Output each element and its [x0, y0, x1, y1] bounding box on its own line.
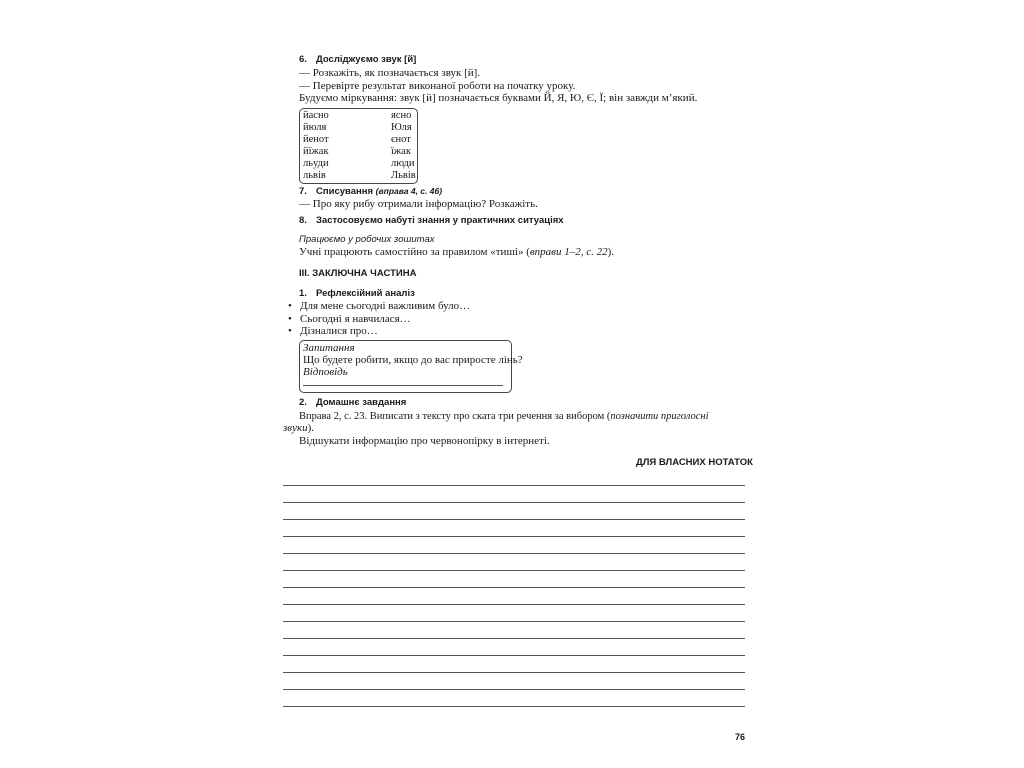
section-7-title: Списування — [316, 186, 374, 197]
question-label: Запитання — [303, 342, 355, 354]
section-6-heading — [299, 54, 416, 65]
word-table-row — [303, 134, 415, 146]
word-transcription: йюля — [303, 122, 327, 133]
section-1-heading — [299, 288, 415, 299]
page-number: 76 — [735, 732, 746, 742]
section-7-line-1: — Про яку рибу отримали інформацію? Розкажіть. — [299, 198, 538, 210]
section-2-title: Домашнє завдання — [316, 397, 407, 408]
notes-line[interactable] — [283, 706, 745, 707]
reflection-bullet-text: Дізналися про… — [300, 325, 378, 337]
word-spelling: люди — [391, 158, 415, 169]
homework-line-2-italic: звуки — [283, 422, 308, 434]
homework-line-3: Відшукати інформацію про червонопірку в інтернеті. — [299, 435, 550, 447]
notes-line[interactable] — [283, 689, 745, 690]
word-comparison-table — [299, 108, 418, 184]
section-8-number: 8. — [299, 215, 307, 226]
notes-line[interactable] — [283, 604, 745, 605]
section-6-line-1: — Розкажіть, як позначається звук [й]. — [299, 67, 481, 79]
section-1-title: Рефлексійний аналіз — [316, 288, 415, 299]
section-8-title: Застосовуємо набуті знання у практичних ситуаціях — [316, 215, 564, 226]
homework-line-1 — [299, 410, 709, 423]
notes-line[interactable] — [283, 638, 745, 639]
section-7-exercise-note: (вправа 4, с. 46) — [375, 186, 443, 196]
bullet-dot: • — [288, 300, 292, 312]
notes-line[interactable] — [283, 519, 745, 520]
notes-line[interactable] — [283, 553, 745, 554]
homework-line-2 — [283, 422, 314, 435]
word-transcription: йасно — [303, 110, 329, 121]
word-spelling: єнот — [391, 134, 411, 145]
section-8-exercise-ref: вправи 1–2, с. 22 — [529, 246, 608, 258]
homework-line-1-italic: позначити приголосні — [610, 411, 709, 422]
question-text: Що будете робити, якщо до вас приросте лінь? — [303, 354, 523, 366]
word-spelling: Юля — [391, 122, 412, 133]
section-6-number: 6. — [299, 54, 307, 65]
section-7-heading — [299, 186, 442, 197]
section-2-heading — [299, 397, 406, 408]
bullet-dot: • — [288, 313, 292, 325]
notes-line[interactable] — [283, 587, 745, 588]
workbook-page — [283, 48, 753, 748]
word-spelling: ясно — [391, 110, 412, 121]
reflection-bullet-text: Сьогодні я навчилася… — [300, 313, 411, 325]
section-8-line-1 — [299, 246, 614, 259]
section-2-number: 2. — [299, 397, 307, 408]
reflection-bullet — [288, 325, 378, 337]
notes-line[interactable] — [283, 621, 745, 622]
word-transcription: йїжак — [303, 146, 329, 157]
section-8-subtitle: Працюємо у робочих зошитах — [299, 234, 435, 245]
section-6-title: Досліджуємо звук [й] — [316, 54, 417, 65]
word-spelling: їжак — [391, 146, 411, 157]
word-table-row — [303, 158, 415, 170]
section-7-number: 7. — [299, 186, 307, 197]
section-8-line-1-text: Учні працюють самостійно за правилом «тиші» ( — [299, 246, 530, 258]
section-1-number: 1. — [299, 288, 307, 299]
notes-heading: ДЛЯ ВЛАСНИХ НОТАТОК — [636, 457, 753, 468]
notes-line[interactable] — [283, 502, 745, 503]
word-transcription: йенот — [303, 134, 329, 145]
notes-line[interactable] — [283, 485, 745, 486]
reflection-bullet — [288, 300, 470, 312]
word-table-row — [303, 170, 415, 182]
section-8-line-1-end: ). — [607, 246, 614, 258]
answer-label: Відповідь — [303, 366, 348, 378]
notes-line[interactable] — [283, 570, 745, 571]
answer-line[interactable] — [303, 385, 503, 386]
part-3-heading: III. ЗАКЛЮЧНА ЧАСТИНА — [299, 268, 417, 279]
word-table-row — [303, 122, 415, 134]
notes-line[interactable] — [283, 536, 745, 537]
section-6-line-2: — Перевірте результат виконаної роботи на початку уроку. — [299, 80, 576, 92]
word-spelling: Львів — [391, 170, 416, 181]
homework-line-2-end: ). — [307, 422, 315, 434]
word-table-row — [303, 110, 415, 122]
notes-line[interactable] — [283, 672, 745, 673]
question-box — [299, 340, 523, 393]
word-transcription: льуди — [303, 158, 329, 169]
reflection-bullet-text: Для мене сьогодні важливим було… — [300, 300, 471, 312]
reflection-bullet — [288, 313, 411, 325]
word-transcription: львів — [303, 170, 326, 181]
section-6-line-3: Будуємо міркування: звук [й] позначається буквами Й, Я, Ю, Є, Ї; він завжди м’який. — [299, 92, 698, 104]
notes-line[interactable] — [283, 655, 745, 656]
word-table-row — [303, 146, 415, 158]
section-8-heading — [299, 215, 564, 226]
homework-line-1-text: Вправа 2, с. 23. Виписати з тексту про ската три речення за вибором ( — [299, 411, 611, 422]
bullet-dot: • — [288, 325, 292, 337]
